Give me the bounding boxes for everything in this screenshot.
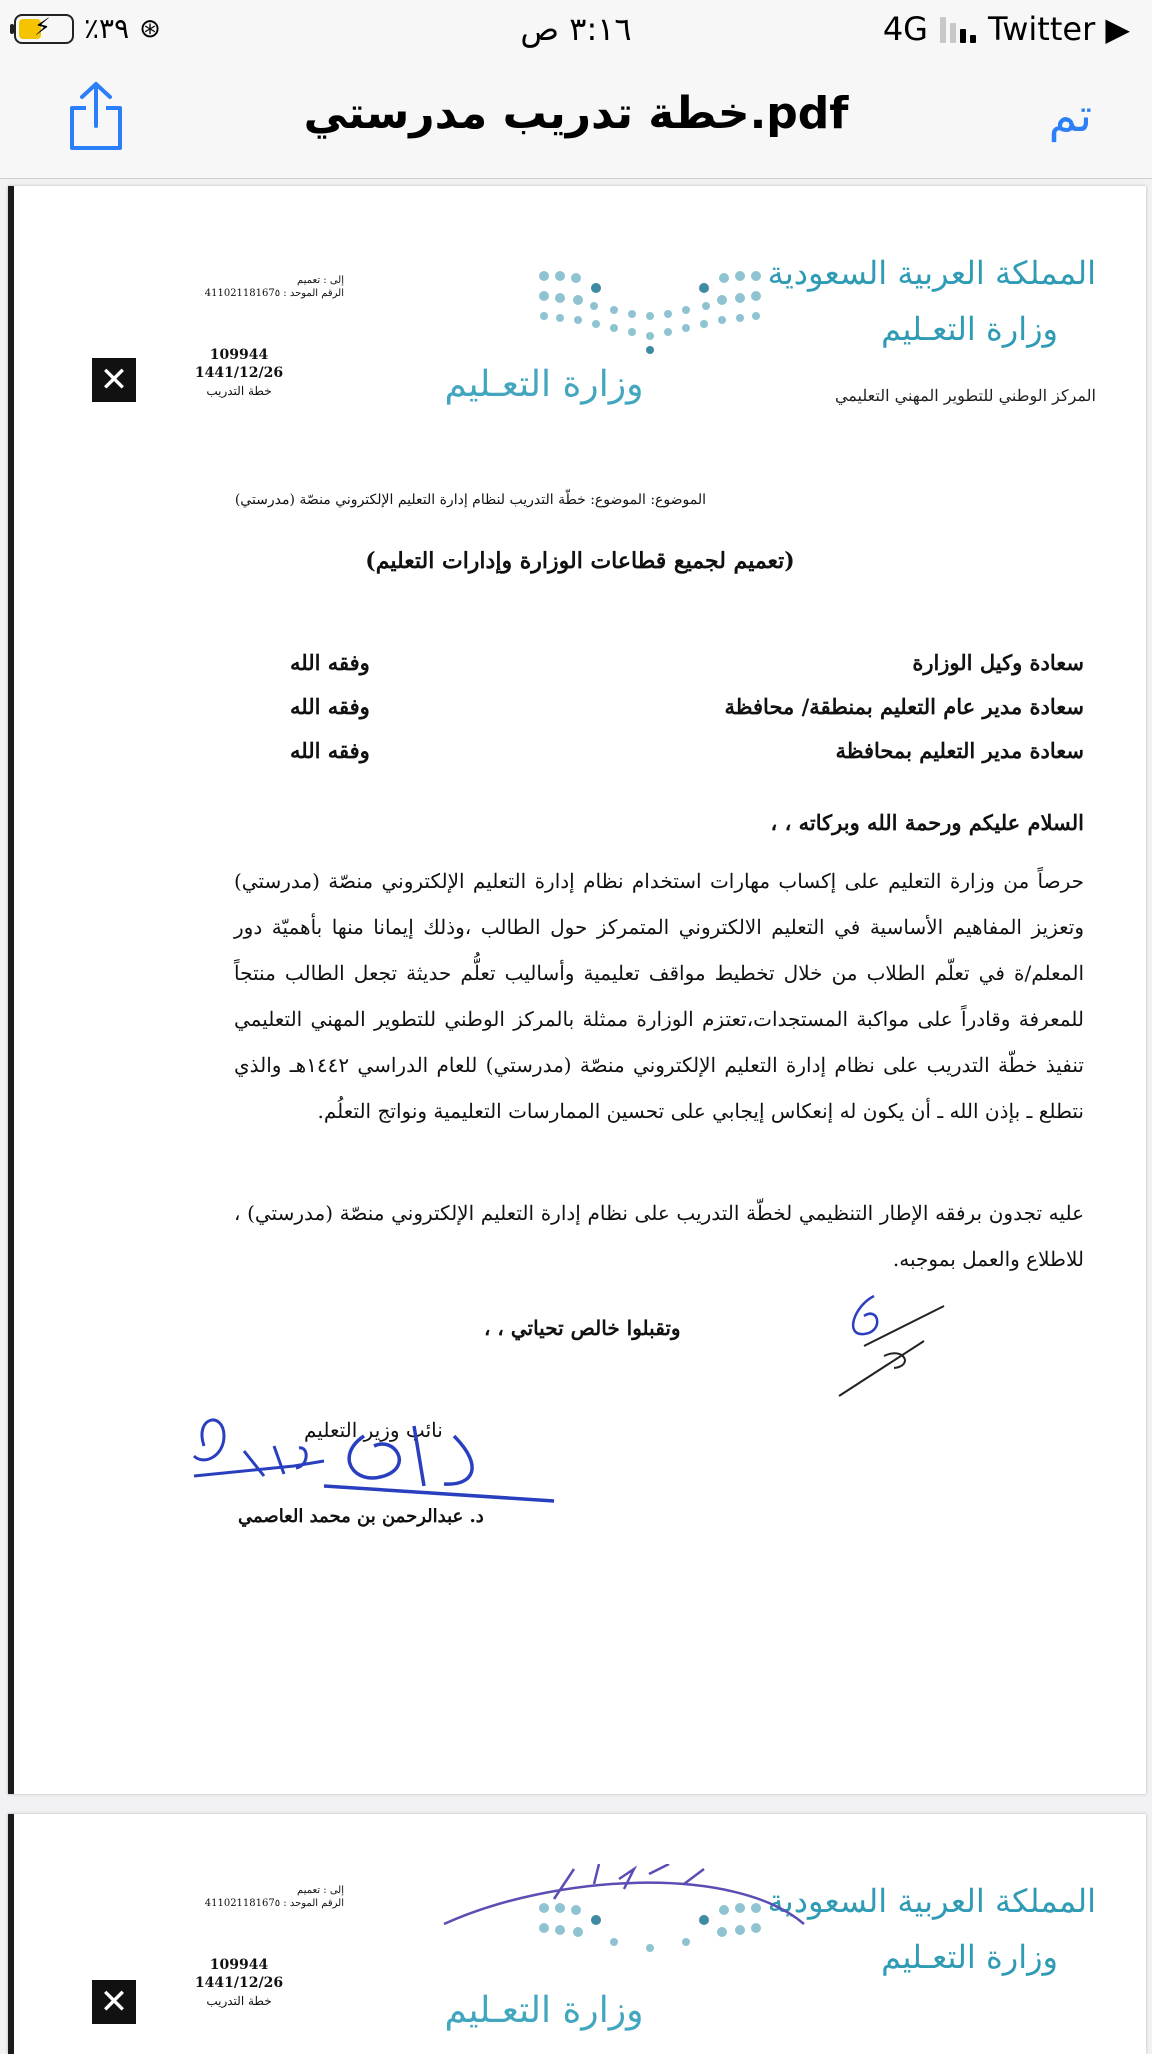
ref-type: خطة التدريب <box>206 384 272 398</box>
ministry-logo-icon <box>534 266 764 356</box>
initials-signature-icon <box>834 1286 964 1406</box>
unified-number: الرقم الموحد : 41102118167٥ <box>204 1898 344 1909</box>
ref-number: 109944 <box>209 347 269 363</box>
ministry-label: وزارة التعـليم <box>881 310 1058 348</box>
addressee-blessing: وفقه الله <box>290 694 370 719</box>
recipient-block <box>194 1884 344 1910</box>
status-time: ٣:١٦ ص <box>520 10 632 48</box>
unified-number: الرقم الموحد : 41102118167٥ <box>204 288 344 299</box>
circular-title: (تعميم لجميع قطاعات الوزارة وإدارات التعليم) <box>365 548 795 574</box>
barcode-mark-icon: ✕ <box>92 358 136 402</box>
signatory-title: نائب وزير التعليم <box>304 1418 443 1442</box>
ref-number: 109944 <box>209 1957 269 1973</box>
network-label: 4G <box>882 10 928 48</box>
battery-icon: ⚡ <box>14 14 74 44</box>
pdf-page-1 <box>8 186 1146 1794</box>
navigation-bar <box>0 60 1152 179</box>
logo-text: وزارة التعـليم <box>444 1990 644 2031</box>
center-name: المركز الوطني للتطوير المهني التعليمي <box>834 386 1096 405</box>
subject-line: الموضوع: الموضوع: خطّة التدريب لنظام إدارة التعليم الإلكتروني منصّة (مدرستي) <box>234 492 706 508</box>
done-button[interactable]: تم <box>1048 88 1092 142</box>
ministry-label: وزارة التعـليم <box>881 1938 1058 1976</box>
ref-date: 1441/12/26 <box>194 365 284 381</box>
recipient-block <box>194 274 344 300</box>
addressee-name: سعادة مدير عام التعليم بمنطقة/ محافظة <box>724 694 1084 719</box>
body-paragraph-2: عليه تجدون برفقه الإطار التنظيمي لخطّة التدريب على نظام إدارة التعليم الإلكتروني منصّة (مدرستي) ، للاطلاع والعمل بموجبه. <box>234 1201 1084 1271</box>
logo-text: وزارة التعـليم <box>444 364 644 405</box>
back-to-app-link[interactable]: Twitter ▶ <box>987 10 1130 48</box>
kingdom-label: المملكة العربية السعودية <box>767 254 1096 292</box>
ref-type: خطة التدريب <box>206 1994 272 2008</box>
reference-block <box>194 1956 284 2010</box>
document-title: خطة تدريب مدرستي.pdf <box>303 88 849 139</box>
greeting: السلام عليكم ورحمة الله وبركاته ، ، <box>770 810 1084 835</box>
orientation-lock-icon: ⊛ <box>139 13 161 44</box>
body-paragraph-1: حرصاً من وزارة التعليم على إكساب مهارات استخدام نظام إدارة التعليم الإلكتروني منصّة (مدرستي) وتعزيز المفاهيم الأساسية في التعليم الالكتروني المتمركز حول الطالب ،وذلك إيمانا منها بأهميّة دور المعلم/ة في تعلّم الطلاب من خلال تخطيط مواقف تعليمية وأساليب تعلُّم حديثة تجعل الطالب منتجاً للمعرفة وقادراً على مواكبة المستجدات،تعتزم الوزارة ممثلة بالمركز الوطني للتطوير المهني التعليمي تنفيذ خطّة التدريب على نظام إدارة التعليم الإلكتروني منصّة (مدرستي) للعام الدراسي ١٤٤٢هـ والذي نتطلع ـ بإذن الله ـ أن يكون له إنعكاس إيجابي على تحسين الممارسات التعليمية ونواتج التعلُم. <box>234 869 1084 1123</box>
minister-signature-icon <box>184 1406 564 1516</box>
ministry-logo-icon <box>534 1898 764 1988</box>
closing-line: وتقبلوا خالص تحياتي ، ، <box>484 1316 681 1340</box>
addressee-name: سعادة وكيل الوزارة <box>912 650 1084 675</box>
reference-block <box>194 346 284 400</box>
to-line: إلى : تعميم <box>297 275 344 286</box>
kingdom-label: المملكة العربية السعودية <box>767 1882 1096 1920</box>
addressee-blessing: وفقه الله <box>290 650 370 675</box>
barcode-mark-icon: ✕ <box>92 1980 136 2024</box>
signal-icon <box>940 15 976 43</box>
pdf-page-2 <box>8 1814 1146 2054</box>
addressee-blessing: وفقه الله <box>290 738 370 763</box>
signatory-name: د. عبدالرحمن بن محمد العاصمي <box>238 1506 484 1527</box>
to-line: إلى : تعميم <box>297 1885 344 1896</box>
battery-percent: ٪٣٩ <box>84 12 130 45</box>
ref-date: 1441/12/26 <box>194 1975 284 1991</box>
status-bar <box>0 0 1152 60</box>
addressee-name: سعادة مدير التعليم بمحافظة <box>835 738 1084 763</box>
